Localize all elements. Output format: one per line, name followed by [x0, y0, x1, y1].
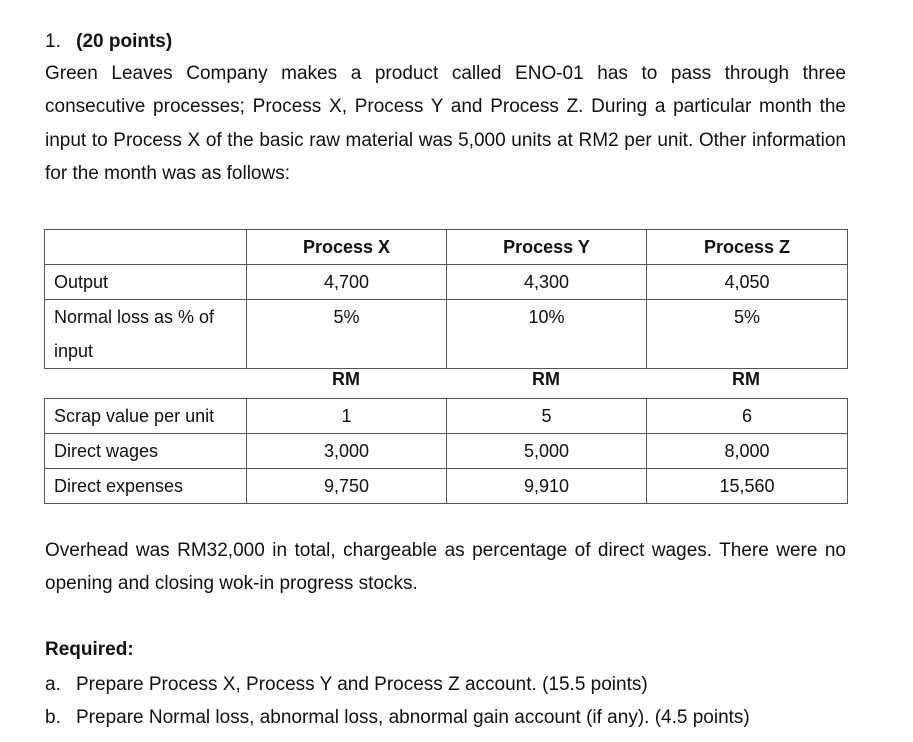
- scrap-value-process-z: 6: [647, 399, 848, 434]
- process-cost-table: [44, 398, 848, 504]
- output-process-z: 4,050: [647, 265, 848, 300]
- required-item-b-marker: b.: [45, 707, 61, 728]
- table-row-direct-expenses: [45, 469, 848, 504]
- required-title: Required:: [45, 639, 134, 660]
- output-process-y: 4,300: [447, 265, 647, 300]
- direct-expenses-process-y: 9,910: [447, 469, 647, 504]
- required-item-b-text: Prepare Normal loss, abnormal loss, abnormal gain account (if any). (4.5 points): [76, 707, 750, 728]
- row-label-normal-loss: [45, 300, 247, 369]
- question-number: 1.: [45, 31, 61, 52]
- required-item-a-text: Prepare Process X, Process Y and Process Z account. (15.5 points): [76, 674, 648, 695]
- table-header-row: [45, 230, 848, 265]
- currency-row: [44, 366, 847, 400]
- required-item-b: [45, 707, 750, 729]
- row-label-output: Output: [45, 265, 247, 300]
- row-label-normal-loss-line-2: input: [54, 341, 94, 361]
- currency-process-x: RM: [332, 369, 360, 389]
- direct-expenses-process-x: 9,750: [247, 469, 447, 504]
- question-points: (20 points): [76, 31, 173, 52]
- table-header-empty: [45, 230, 247, 265]
- row-label-scrap-value: Scrap value per unit: [45, 399, 247, 434]
- row-label-normal-loss-line-1: Normal loss as % of: [54, 307, 215, 327]
- header-process-y: Process Y: [447, 230, 647, 265]
- intro-line-2: consecutive processes; Process X, Process Y and Process Z. During a particular month the: [45, 96, 846, 117]
- normal-loss-process-x: 5%: [247, 300, 447, 369]
- scrap-value-process-y: 5: [447, 399, 647, 434]
- table-row-scrap-value: [45, 399, 848, 434]
- intro-line-4: for the month was as follows:: [45, 163, 290, 184]
- required-item-a: [45, 674, 648, 696]
- table-row-direct-wages: [45, 434, 848, 469]
- table-row-normal-loss: [45, 300, 848, 369]
- direct-wages-process-y: 5,000: [447, 434, 647, 469]
- scrap-value-process-x: 1: [247, 399, 447, 434]
- table-row-output: [45, 265, 848, 300]
- header-process-x: Process X: [247, 230, 447, 265]
- row-label-direct-expenses: Direct expenses: [45, 469, 247, 504]
- intro-line-1: Green Leaves Company makes a product called ENO-01 has to pass through three: [45, 63, 846, 84]
- currency-process-z: RM: [732, 369, 760, 389]
- overhead-line-1: Overhead was RM32,000 in total, chargeable as percentage of direct wages. There were no: [45, 540, 846, 561]
- normal-loss-process-z: 5%: [647, 300, 848, 369]
- question-heading: [45, 31, 172, 53]
- normal-loss-process-y: 10%: [447, 300, 647, 369]
- required-item-a-marker: a.: [45, 674, 61, 695]
- direct-wages-process-x: 3,000: [247, 434, 447, 469]
- output-process-x: 4,700: [247, 265, 447, 300]
- direct-expenses-process-z: 15,560: [647, 469, 848, 504]
- process-output-table: [44, 229, 848, 369]
- direct-wages-process-z: 8,000: [647, 434, 848, 469]
- intro-line-3: input to Process X of the basic raw material was 5,000 units at RM2 per unit. Other information: [45, 130, 846, 151]
- currency-process-y: RM: [532, 369, 560, 389]
- header-process-z: Process Z: [647, 230, 848, 265]
- row-label-direct-wages: Direct wages: [45, 434, 247, 469]
- overhead-line-2: opening and closing wok-in progress stocks.: [45, 573, 418, 594]
